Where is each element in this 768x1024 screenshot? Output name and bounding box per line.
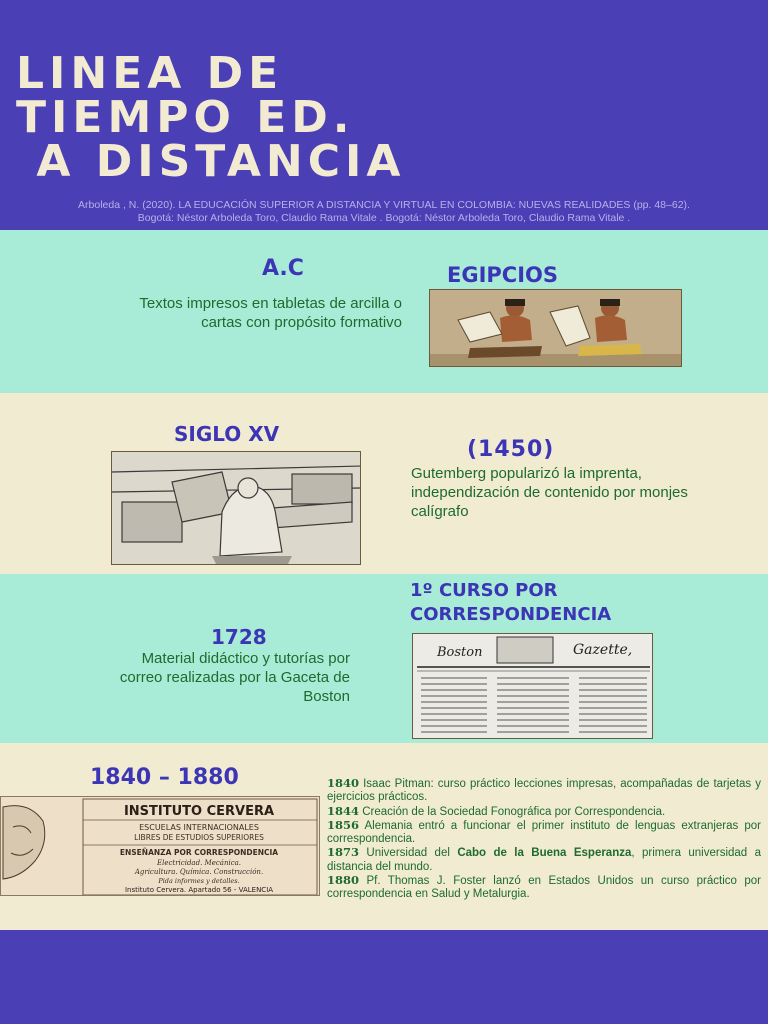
sign-line-2: ESCUELAS INTERNACIONALES — [139, 823, 259, 832]
heading-1840-1880: 1840 – 1880 — [90, 765, 239, 790]
egyptian-scribes-image — [429, 289, 682, 367]
title-line-1: LINEA DE — [16, 48, 284, 99]
title-line-3: A DISTANCIA — [16, 136, 406, 187]
sign-line-4: ENSEÑANZA POR CORRESPONDENCIA — [119, 848, 279, 857]
event-text: Alemania entró a funcionar el primer instituto de lenguas extranjeras por correspondencia. — [327, 819, 761, 846]
heading-primer-curso-line1: 1º CURSO POR — [410, 580, 558, 601]
heading-primer-curso-line2: CORRESPONDENCIA — [410, 604, 612, 625]
events-list — [327, 777, 761, 902]
newspaper-icon — [413, 634, 653, 739]
egyptian-scribes-icon — [430, 290, 682, 367]
boston-gazette-image — [412, 633, 653, 739]
page-title — [16, 48, 406, 187]
sign-line-6: Agricultura. Química. Construcción. — [134, 868, 264, 876]
sign-line-7: Pida informes y detalles. — [158, 877, 240, 885]
monk-scribe-icon — [112, 452, 361, 565]
citation-line-1: Arboleda , N. (2020). LA EDUCACIÓN SUPERIOR A DISTANCIA Y VIRTUAL EN COLOMBIA: NUEVAS REALIDADES (pp. 48–62). — [78, 199, 690, 211]
event-text-bold: Cabo de la Buena Esperanza — [457, 847, 632, 860]
footer-band — [0, 930, 768, 1024]
monk-scribe-image — [111, 451, 361, 565]
instituto-cervera-image — [0, 796, 320, 896]
sign-line-5: Electricidad. Mecánica. — [156, 859, 242, 867]
event-year: 1840 — [327, 776, 360, 790]
egipcios-text: Textos impresos en tabletas de arcilla o cartas con propósito formativo — [139, 295, 402, 331]
heading-primer-curso — [410, 579, 611, 627]
list-item — [327, 874, 761, 902]
event-text: Pf. Thomas J. Foster lanzó en Estados Unidos un curso práctico por correspondencia en Salud y Metalurgia. — [327, 875, 761, 901]
citation-line-2: Bogotá: Néstor Arboleda Toro, Claudio Rama Vitale . Bogotá: Néstor Arboleda Toro, Claudio Rama Vitale . — [137, 212, 631, 224]
gutemberg-text: Gutemberg popularizó la imprenta, independización de contenido por monjes calígrafo — [411, 465, 688, 520]
list-item — [327, 777, 761, 805]
header — [0, 0, 768, 230]
sign-line-1: INSTITUTO CERVERA — [123, 804, 275, 819]
event-year: 1873 — [327, 845, 360, 860]
heading-1450: (1450) — [467, 437, 555, 462]
list-item — [327, 819, 761, 847]
event-year: 1844 — [327, 803, 360, 818]
heading-egipcios: EGIPCIOS — [447, 263, 558, 287]
instituto-cervera-sign-icon — [1, 797, 320, 896]
event-year: 1880 — [327, 873, 360, 888]
event-text: Isaac Pitman: curso práctico lecciones impresas, acompañadas de tarjetas y ejercicios prácticos. — [327, 778, 761, 804]
list-item — [327, 846, 761, 874]
heading-1728: 1728 — [211, 625, 267, 649]
sign-line-8: Instituto Cervera. Apartado 56 - VALENCIA — [124, 886, 274, 894]
event-text: Universidad del — [359, 847, 458, 860]
sign-line-3: LIBRES DE ESTUDIOS SUPERIORES — [134, 833, 264, 842]
heading-ac: A.C — [262, 256, 304, 281]
event-text: Creación de la Sociedad Fonográfica por Correspondencia. — [359, 805, 666, 818]
citation — [4, 199, 764, 225]
gaceta-text: Material didáctico y tutorías por correo realizadas por la Gaceta de Boston — [119, 650, 350, 705]
event-year: 1856 — [327, 817, 360, 832]
list-item — [327, 805, 761, 819]
event-text: , primera universidad a distancia del mundo. — [327, 847, 761, 873]
heading-siglo-xv: SIGLO XV — [174, 422, 280, 446]
title-line-2: TIEMPO ED. — [16, 92, 355, 143]
gazette-masthead-left: Boston — [437, 645, 483, 660]
gazette-masthead-right: Gazette, — [573, 642, 633, 658]
